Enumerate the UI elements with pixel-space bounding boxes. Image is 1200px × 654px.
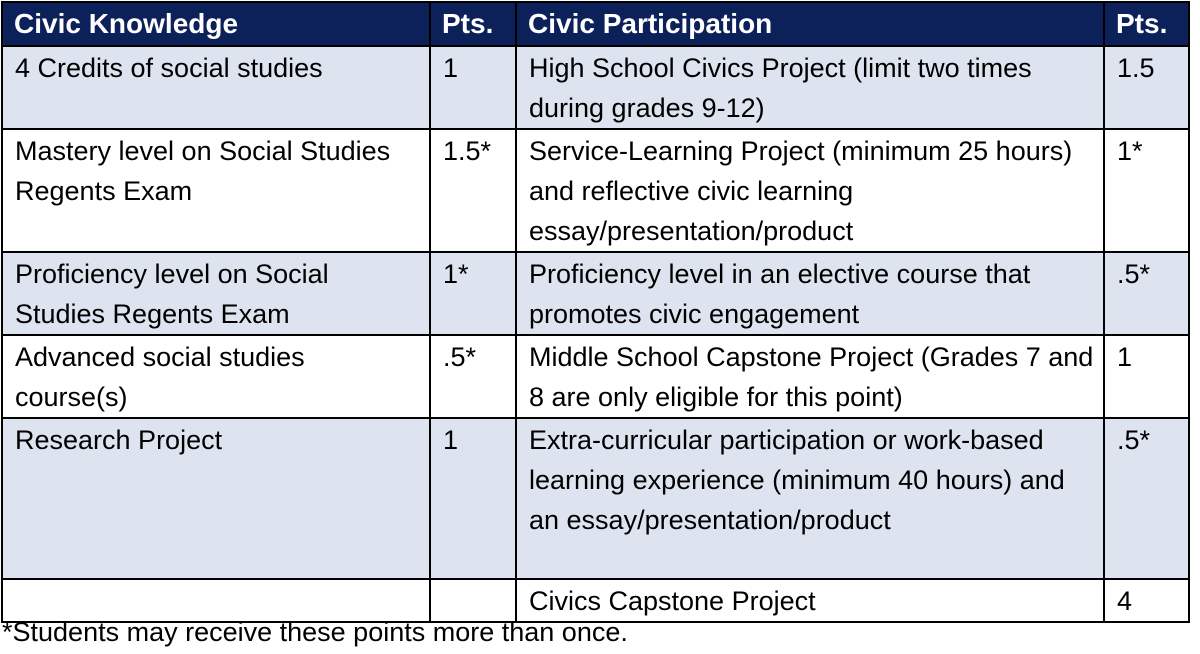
- participation-points-cell: 1*: [1104, 129, 1189, 252]
- civics-points-table: [1, 1, 1190, 623]
- knowledge-points-cell: 1*: [430, 252, 516, 335]
- table-row: [2, 252, 1189, 335]
- knowledge-cell: Mastery level on Social Studies Regents Exam: [2, 129, 430, 252]
- header-row: [2, 2, 1189, 46]
- participation-cell: Proficiency level in an elective course that promotes civic engagement: [516, 252, 1104, 335]
- header-points-participation: Pts.: [1104, 2, 1189, 46]
- knowledge-cell: Research Project: [2, 418, 430, 579]
- header-points-knowledge: Pts.: [430, 2, 516, 46]
- participation-points-cell: 1.5: [1104, 46, 1189, 129]
- participation-cell: Extra-curricular participation or work-based learning experience (minimum 40 hours) and an essay/presentation/product: [516, 418, 1104, 579]
- participation-points-cell: .5*: [1104, 418, 1189, 579]
- header-civic-knowledge: Civic Knowledge: [2, 2, 430, 46]
- knowledge-cell: Proficiency level on Social Studies Regents Exam: [2, 252, 430, 335]
- knowledge-cell: Advanced social studies course(s): [2, 335, 430, 418]
- table-row: [2, 418, 1189, 579]
- participation-points-cell: .5*: [1104, 252, 1189, 335]
- header-civic-participation: Civic Participation: [516, 2, 1104, 46]
- footnote: *Students may receive these points more than once.: [2, 617, 628, 647]
- participation-points-cell: 1: [1104, 335, 1189, 418]
- knowledge-points-cell: 1: [430, 46, 516, 129]
- knowledge-points-cell: .5*: [430, 335, 516, 418]
- participation-cell: Middle School Capstone Project (Grades 7 and 8 are only eligible for this point): [516, 335, 1104, 418]
- participation-cell: Civics Capstone Project: [516, 579, 1104, 622]
- table-row: [2, 335, 1189, 418]
- participation-cell: Service-Learning Project (minimum 25 hours) and reflective civic learning essay/presentation/product: [516, 129, 1104, 252]
- table-row: [2, 46, 1189, 129]
- participation-points-cell: 4: [1104, 579, 1189, 622]
- participation-cell: High School Civics Project (limit two times during grades 9-12): [516, 46, 1104, 129]
- knowledge-points-cell: 1.5*: [430, 129, 516, 252]
- knowledge-points-cell: 1: [430, 418, 516, 579]
- knowledge-cell: 4 Credits of social studies: [2, 46, 430, 129]
- table-row: [2, 129, 1189, 252]
